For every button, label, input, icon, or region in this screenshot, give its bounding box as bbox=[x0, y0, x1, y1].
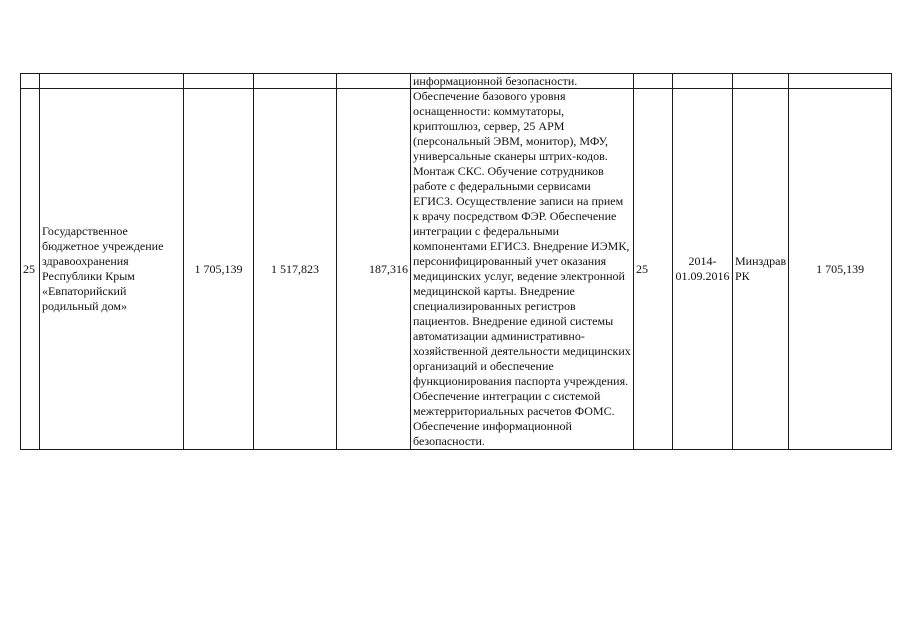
cell-count: 25 bbox=[634, 89, 673, 450]
prev-cell-number bbox=[21, 74, 40, 89]
prev-cell-total bbox=[184, 74, 254, 89]
prev-cell-amount-2 bbox=[337, 74, 411, 89]
table-row bbox=[21, 89, 892, 450]
prev-cell-description: информационной безопасности. bbox=[411, 74, 634, 89]
prev-cell-final-amount bbox=[789, 74, 892, 89]
cell-period: 2014-01.09.2016 bbox=[673, 89, 733, 450]
cell-final-amount: 1 705,139 bbox=[789, 89, 892, 450]
prev-cell-organization bbox=[40, 74, 184, 89]
cell-total: 1 705,139 bbox=[184, 89, 254, 450]
cell-row-number: 25 bbox=[21, 89, 40, 450]
cell-description: Обеспечение базового уровня оснащенности: коммутаторы, криптошлюз, сервер, 25 АРМ (персональный ЭВМ, монитор), МФУ, универсальные сканеры штрих-кодов. Монтаж СКС. Обучение сотрудников работе с федеральными сервисами ЕГИСЗ. Осуществление записи на прием к врачу посредством ФЭР. Обеспечение интеграции с федеральными компонентами ЕГИСЗ. Внедрение ИЭМК, персонифицированный учет оказания медицинских услуг, ведение электронной медицинской карты. Внедрение специализированных регистров пациентов. Внедрение единой системы автоматизации административно-хозяйственной деятельности медицинских организаций и обеспечение функционирования паспорта учреждения. Обеспечение интеграции с системой межтерриториальных расчетов ФОМС. Обеспечение информационной безопасности. bbox=[411, 89, 634, 450]
prev-cell-period bbox=[673, 74, 733, 89]
cell-amount-1: 1 517,823 bbox=[254, 89, 337, 450]
cell-amount-2: 187,316 bbox=[337, 89, 411, 450]
document-table bbox=[20, 73, 892, 450]
prev-cell-responsible bbox=[733, 74, 789, 89]
table-row-prev bbox=[21, 74, 892, 89]
prev-cell-amount-1 bbox=[254, 74, 337, 89]
cell-organization: Государственное бюджетное учреждение здравоохранения Республики Крым «Евпаторийский родильный дом» bbox=[40, 89, 184, 450]
prev-cell-count bbox=[634, 74, 673, 89]
cell-responsible: Минздрав РК bbox=[733, 89, 789, 450]
